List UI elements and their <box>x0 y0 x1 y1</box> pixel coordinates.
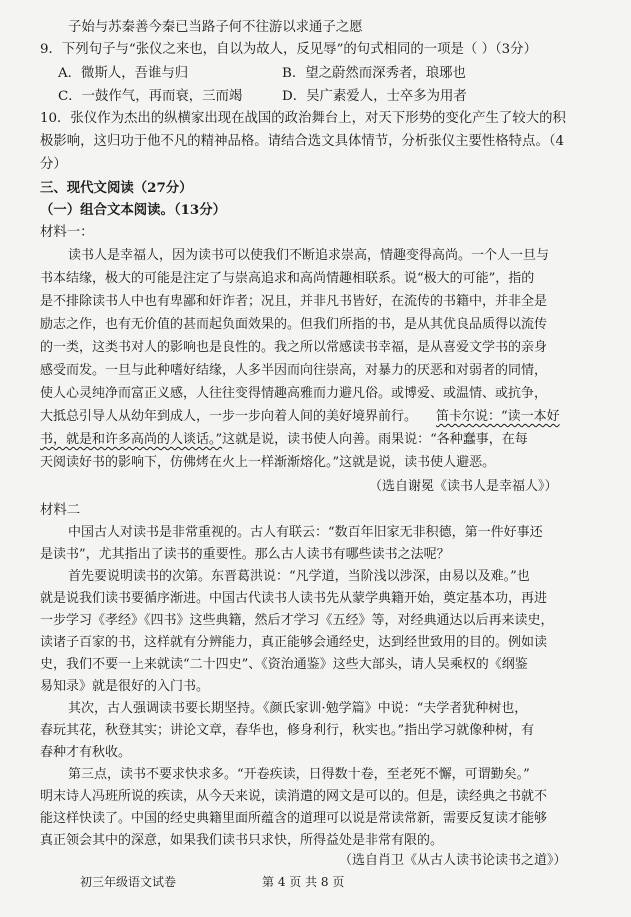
material-1-line: 书本结缘，极大的可能是注定了与崇高追求和高尚情趣相联系。说“极大的可能”，指的 <box>40 271 535 286</box>
material-1-line: 使人心灵纯净而富正义感，人往往变得情趣高雅而力避凡俗。或博爱、或温情、或抗争， <box>40 386 548 401</box>
footer-page-number: 第 4 页 共 8 页 <box>262 875 345 889</box>
previous-text-line: 子始与苏秦善今秦已当路子何不往游以求通子之愿 <box>68 20 363 35</box>
material-1-line: 是不排除读书人中也有卑鄙和奸诈者；况且，并非凡书皆好，在流传的书籍中，并非全是 <box>40 294 548 309</box>
question-10-line-1: 10．张仪作为杰出的纵横家出现在战国的政治舞台上，对天下形势的变化产生了较大的积 <box>40 111 566 126</box>
material-1-line: 的一类，这类书对人的影响也是良性的。我之所以常感读书幸福，是从喜爱文学书的亲身 <box>40 340 548 355</box>
material-2-line: 春种才有秋收。 <box>40 745 132 760</box>
question-9-option-c: C．一鼓作气，再而衰，三而竭 <box>58 89 243 104</box>
part-1-heading: （一）组合文本阅读。（13分） <box>40 202 227 218</box>
material-1-line: 励志之作，也有无价值的甚而起负面效果的。但我们所指的书，是从其优良品质得以流传 <box>40 317 548 332</box>
material-2-line: 能这样快读了。中国的经史典籍里面所蕴含的道理可以说是常读常新，需要反复读才能够 <box>40 811 548 826</box>
question-10-line-2: 极影响，这归功于他不凡的精神品格。请结合选文具体情节，分析张仪主要性格特点。（4 <box>40 134 565 149</box>
descartes-quote-underlined-2: 书，就是和许多高尚的人谈话。” <box>40 432 223 447</box>
question-9-option-d: D．吴广素爱人，士卒多为用者 <box>282 89 467 104</box>
material-2-line: 其次，古人强调读书要长期坚持。《颜氏家训·勉学篇》中说：“夫学者犹种树也， <box>68 701 528 716</box>
material-1-line-9-rest: 这就是说，读书使人向善。雨果说：“各种蠢事，在每 <box>222 432 528 447</box>
material-1-source: （选自谢冕《读书人是幸福人》） <box>369 479 558 494</box>
material-2-label: 材料二 <box>40 503 81 518</box>
material-2-line: 明末诗人冯班所说的疾读，从今天来说，读消遣的网文是可以的。但是，读经典之书就不 <box>40 789 548 804</box>
material-2-source: （选自肖卫《从古人读书论读书之道》） <box>339 853 567 868</box>
question-9-option-b: B．望之蔚然而深秀者，琅琊也 <box>282 66 466 81</box>
material-2-line: 是读书”，尤其指出了读书的重要性。那么古人读书有哪些读书之法呢？ <box>40 547 450 562</box>
descartes-quote-underlined: 笛卡尔说：“读一本好 <box>436 409 560 424</box>
material-2-line: 就是说我们读书要循序渐进。中国古代读书人读书先从蒙学典籍开始，奠定基本功，再进 <box>40 591 548 606</box>
material-1-line-10: 天阅读好书的影响下，仿佛烤在火上一样渐渐熔化。”这就是说，读书使人避恶。 <box>40 455 496 470</box>
question-9-stem: 9．下列句子与“张仪之来也，自以为故人，反见辱”的句式相同的一项是（ ）（3分） <box>40 42 537 57</box>
material-2-line: 中国古人对读书是非常重视的。古人有联云：“数百年旧家无非积德，第一件好事还 <box>68 525 543 540</box>
material-2-line: 读诸子百家的书，这样就有分辨能力，真正能够会通经史，达到经世致用的目的。例如读 <box>40 635 548 650</box>
material-1-line: 大抵总引导人从幼年到成人，一步一步向着人间的美好境界前行。 <box>40 409 418 424</box>
material-1-line: 读书人是幸福人，因为读书可以使我们不断追求崇高，情趣变得高尚。一个人一旦与 <box>68 248 550 263</box>
material-2-line: 易知录》就是很好的入门书。 <box>40 679 210 694</box>
material-2-line: 首先要说明读书的次第。东晋葛洪说：“凡学道，当阶浅以涉深，由易以及难。”也 <box>68 569 530 584</box>
material-1-label: 材料一： <box>40 225 94 240</box>
question-9-option-a: A．微斯人，吾谁与归 <box>58 66 189 81</box>
material-1-line-9 <box>40 432 528 448</box>
material-2-line: 史，我们不要一上来就读“二十四史”、《资治通鉴》这些大部头，请人吴乘权的《纲鉴 <box>40 657 528 672</box>
section-3-heading: 三、现代文阅读（27分） <box>40 180 193 196</box>
material-2-line: 真正领会其中的深意，如果我们读书只求快，所得益处是非常有限的。 <box>40 833 444 848</box>
question-10-line-3: 分） <box>40 157 67 172</box>
material-2-line: 一步学习《孝经》《四书》这些典籍，然后才学习《五经》等，对经典通达以后再来读史， <box>40 613 554 628</box>
footer-exam-title: 初三年级语文试卷 <box>80 875 177 889</box>
material-2-line: 春玩其花，秋登其实；讲论文章，春华也，修身利行，秋实也。”指出学习就像种树，有 <box>40 723 535 738</box>
material-2-line: 第三点，读书不要求快求多。“开卷疾读，日得数十卷，至老死不懈，可谓勤矣。” <box>68 767 530 782</box>
material-1-line: 感受而发。一旦与此种嗜好结缘，人多半因而向往崇高，对暴力的厌恶和对弱者的同情， <box>40 363 548 378</box>
